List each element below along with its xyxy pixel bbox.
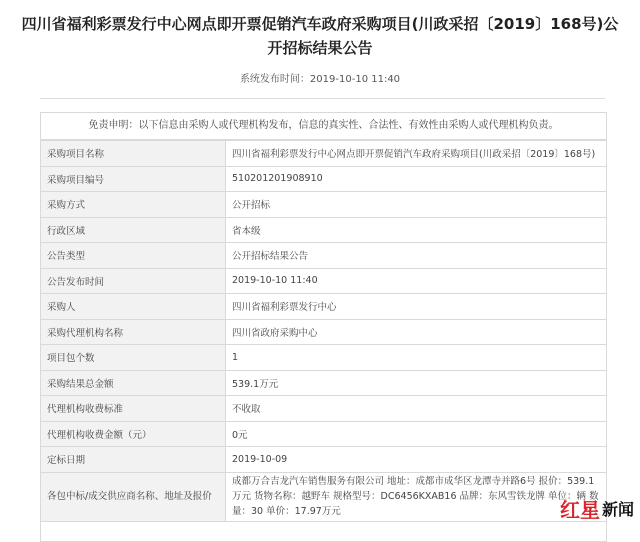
watermark-black-text: 新闻 (601, 500, 634, 519)
field-value: 四川省政府采购中心 (226, 319, 607, 345)
table-row (41, 472, 607, 521)
table-row (41, 345, 607, 371)
field-label: 代理机构收费标准 (41, 396, 226, 422)
field-value: 不收取 (226, 396, 607, 422)
field-label: 各包中标/成交供应商名称、地址及报价 (41, 472, 226, 521)
field-label: 定标日期 (41, 447, 226, 473)
announcement-panel (40, 112, 607, 542)
field-value: 四川省福利彩票发行中心网点即开票促销汽车政府采购项目(川政采招〔2019〕168号) (226, 141, 607, 167)
table-row (41, 243, 607, 269)
field-label: 公告类型 (41, 243, 226, 269)
red-star-news-watermark (560, 494, 634, 523)
disclaimer: 免责申明：以下信息由采购人或代理机构发布，信息的真实性、合法性、有效性由采购人或代理机构负责。 (41, 113, 606, 140)
table-row (41, 192, 607, 218)
field-value: 四川省福利彩票发行中心 (226, 294, 607, 320)
field-value: 2019-10-09 (226, 447, 607, 473)
field-label: 采购结果总金额 (41, 370, 226, 396)
field-value: 0元 (226, 421, 607, 447)
publish-time: 系统发布时间：2019-10-10 11:40 (239, 74, 401, 85)
table-row (41, 294, 607, 320)
field-label: 公告发布时间 (41, 268, 226, 294)
table-row (41, 396, 607, 422)
table-row (41, 370, 607, 396)
table-row (41, 447, 607, 473)
table-row (41, 268, 607, 294)
field-label: 代理机构收费金额（元） (41, 421, 226, 447)
field-value: 公开招标 (226, 192, 607, 218)
field-label: 采购方式 (41, 192, 226, 218)
table-row (41, 421, 607, 447)
field-label: 采购项目名称 (41, 141, 226, 167)
page-title: 四川省福利彩票发行中心网点即开票促销汽车政府采购项目(川政采招〔2019〕168号)公开招标结果公告 (21, 15, 619, 57)
table-row (41, 141, 607, 167)
field-value: 2019-10-10 11:40 (226, 268, 607, 294)
table-row (41, 166, 607, 192)
field-value: 1 (226, 345, 607, 371)
details-table (40, 140, 607, 522)
field-value: 公开招标结果公告 (226, 243, 607, 269)
field-value: 省本级 (226, 217, 607, 243)
field-label: 项目包个数 (41, 345, 226, 371)
field-label: 采购代理机构名称 (41, 319, 226, 345)
field-value: 510201201908910 (226, 166, 607, 192)
field-value: 539.1万元 (226, 370, 607, 396)
field-label: 采购项目编号 (41, 166, 226, 192)
divider (40, 98, 605, 99)
field-value: 成都万合吉龙汽车销售服务有限公司 地址：成都市成华区龙潭寺并路6号 报价：539.1万元 货物名称：越野车 规格型号：DC6456KXAB16 品牌：东风雪铁龙牌 单位：辆 数量：30 单价：17.97万元 (226, 472, 607, 521)
field-label: 采购人 (41, 294, 226, 320)
watermark-red-text: 红星 (559, 498, 600, 522)
field-label: 行政区域 (41, 217, 226, 243)
table-row (41, 217, 607, 243)
table-row (41, 319, 607, 345)
